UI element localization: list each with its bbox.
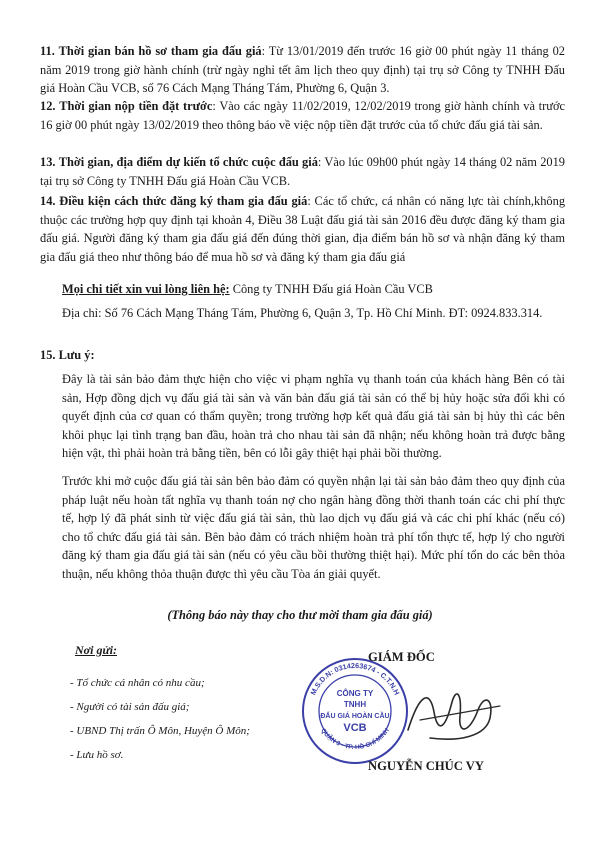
stamp-line-2: TNHH <box>343 700 367 709</box>
recipient-item: - Lưu hồ sơ. <box>70 749 124 761</box>
recipient-item: - Tổ chức cá nhân có nhu cầu; <box>70 677 205 689</box>
item-text: : Vào lúc 09h00 phút ngày 14 tháng 02 năm 2019 tại trụ sở Công ty TNHH Đấu giá Hoàn Cầu VCB. <box>40 155 565 188</box>
item-12 <box>40 97 565 134</box>
item-14 <box>40 192 565 266</box>
recipients-title: Nơi gửi: <box>75 643 117 657</box>
handwritten-signature <box>400 672 510 752</box>
signature-name: NGUYỄN CHÚC VY <box>368 759 484 773</box>
item-text: : Vào các ngày 11/02/2019, 12/02/2019 trong giờ hành chính và trước 16 giờ 00 phút ngày 13/02/2019 theo thông báo về việc nộp tiền đặt trước của tổ chức đấu giá tài sản. <box>40 99 565 132</box>
company-stamp <box>300 656 410 766</box>
stamp-line-3: ĐẤU GIÁ HOÀN CẦU <box>320 713 390 720</box>
item-11 <box>40 42 565 98</box>
item-label: Thời gian, địa điểm dự kiến tổ chức cuộc đấu giá <box>58 155 318 169</box>
note-paragraph-1: Đây là tài sản bảo đảm thực hiện cho việc vi phạm nghĩa vụ thanh toán của khách hàng Bên có tài sản, Hợp đồng dịch vụ đấu giá tài sản và văn bản đấu giá tài sản có thể bị hủy hoặc sửa đổi khi có quyết định của cơ quan có thẩm quyền; trong trường hợp kết quả đấu giá tài sản bị hủy thì các bên khôi phục lại tình trạng ban đầu, hoàn trả cho nhau tài sản đã nhận; nếu không hoàn trả được bằng hiện vật, thì phải hoàn trả bằng tiền, bên có lỗi gây thiệt hại phải bồi thường. <box>62 372 565 461</box>
stamp-line-4: VCB <box>343 722 367 734</box>
item-15 <box>40 346 565 365</box>
item-number: 14. <box>40 194 56 208</box>
recipient-item: - Người có tài sản đấu giá; <box>70 701 190 713</box>
item-label: Thời gian nộp tiền đặt trước <box>59 99 213 113</box>
recipient-item: - UBND Thị trấn Ô Môn, Huyện Ô Môn; <box>70 725 250 737</box>
recipients-list <box>70 671 250 767</box>
contact-company: Công ty TNHH Đấu giá Hoàn Cầu VCB <box>229 282 433 296</box>
item-number: 11. <box>40 44 55 58</box>
stamp-line-1: CÔNG TY <box>336 689 374 698</box>
item-number: 12. <box>40 99 56 113</box>
signature-role: GIÁM ĐỐC <box>368 650 435 664</box>
contact-address: Địa chỉ: Số 76 Cách Mạng Tháng Tám, Phường 6, Quận 3, Tp. Hồ Chí Minh. ĐT: 0924.833.314. <box>62 306 543 320</box>
item-number: 13. <box>40 155 56 169</box>
note-paragraph-2: Trước khi mở cuộc đấu giá tài sản bên bảo đảm có quyền nhận lại tài sản bảo đảm theo quy định của pháp luật nếu hoàn tất nghĩa vụ thanh toán nợ cho ngân hàng đồng thời thanh toán các chi phí thực tế, hợp lý đã phát sinh từ việc đấu giá tài sản, thù lao dịch vụ đấu giá và các chi phí khác (nếu có) cho tổ chức đấu giá tài sản. Bên bảo đảm có trách nhiệm hoàn trả phí tổn thực tế, hợp lý cho người đăng ký tham gia đấu giá tài sản (nếu có yêu cầu bồi thường thiệt hại). Mức phí tổn do các bên thỏa thuận, nếu không thỏa thuận được thì yêu cầu Tòa án giải quyết. <box>62 474 565 581</box>
stamp-bottom-text: QUẬN 3 - TP. HỒ CHÍ MINH <box>319 727 391 752</box>
notice-line: (Thông báo này thay cho thư mời tham gia đấu giá) <box>167 608 433 622</box>
item-label: Điều kiện cách thức đăng ký tham gia đấu giá <box>59 194 308 208</box>
item-label: Thời gian bán hồ sơ tham gia đấu giá <box>58 44 262 58</box>
item-text: : Từ 13/01/2019 đến trước 16 giờ 00 phút ngày 11 tháng 02 năm 2019 trong giờ hành chính (trừ ngày nghỉ tết âm lịch theo quy định) tại trụ sở Công ty TNHH Đấu giá Hoàn Cầu VCB, số 76 Cách Mạng Tháng Tám, Phường 6, Quận 3. <box>40 44 565 96</box>
stamp-ring-text: M.S.D.N: 0314263674 - C.T.N.H <box>308 660 402 697</box>
item-13 <box>40 153 565 190</box>
item-label: Lưu ý: <box>58 348 95 362</box>
item-number: 15. <box>40 348 56 362</box>
contact-line <box>62 280 565 299</box>
contact-label: Mọi chi tiết xin vui lòng liên hệ: <box>62 282 230 296</box>
item-text: : Các tổ chức, cá nhân có năng lực tài chính,không thuộc các trường hợp quy định tại khoản 4, Điều 38 Luật đấu giá tài sản 2016 đều được đăng ký tham gia đấu giá. Người đăng ký tham gia đấu giá đến đúng thời gian, địa điểm bán hồ sơ và nhận đăng ký tham gia đấu giá theo như thông báo để mua hồ sơ và đăng ký tham gia đấu giá <box>40 194 566 264</box>
